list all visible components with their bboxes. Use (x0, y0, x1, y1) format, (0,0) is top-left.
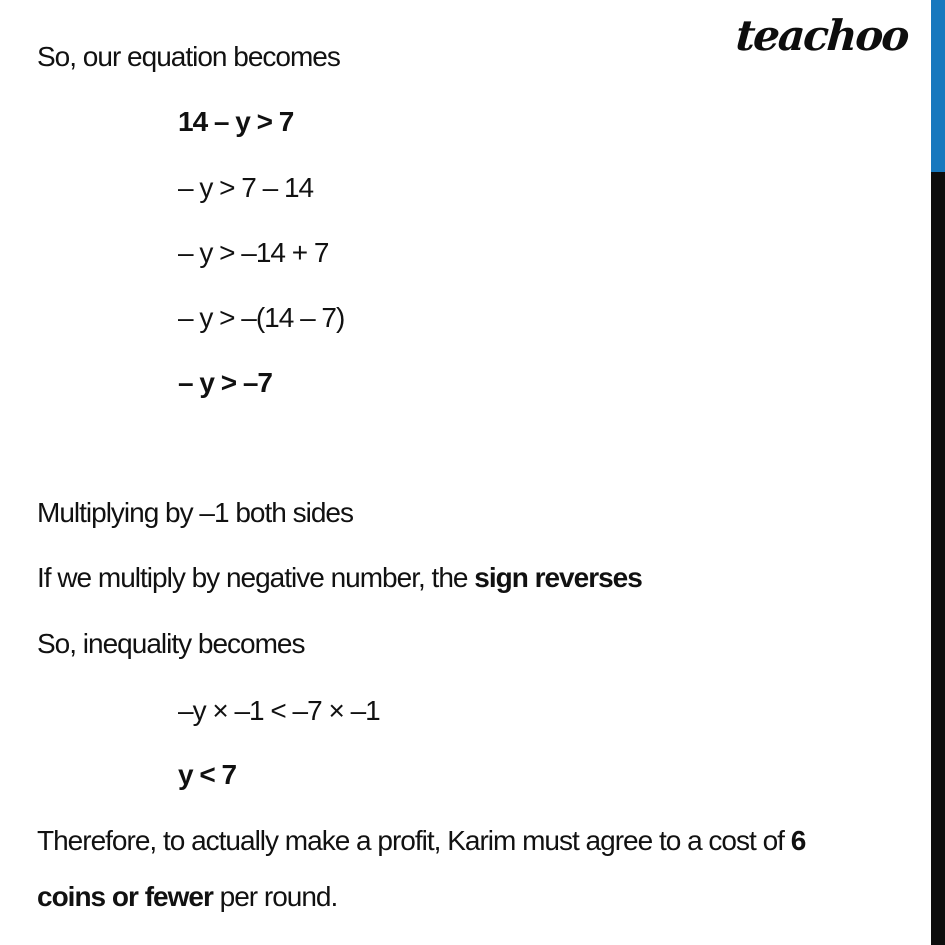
sign-rule-bold: sign reverses (474, 562, 642, 593)
conclusion-line-2 (37, 879, 337, 915)
equation-line: y < 7 (178, 759, 237, 790)
equation-line: 14 – y > 7 (178, 106, 294, 137)
equation-line: – y > –7 (178, 367, 272, 398)
conclusion-bold-2: coins or fewer (37, 881, 213, 912)
conclusion-text-2: per round. (212, 881, 338, 912)
equation-line: – y > –(14 – 7) (178, 302, 345, 333)
equation-line: –y × –1 < –7 × –1 (178, 695, 380, 726)
conclusion-bold-1: 6 (790, 825, 806, 856)
inequality-intro: So, inequality becomes (37, 628, 305, 659)
teachoo-logo: teachoo (733, 11, 909, 60)
sign-rule-text (37, 560, 642, 596)
multiply-note: Multiplying by –1 both sides (37, 497, 353, 528)
equation-line: – y > –14 + 7 (178, 237, 329, 268)
accent-bar-blue (931, 0, 945, 172)
intro-text: So, our equation becomes (37, 41, 340, 72)
equation-line: – y > 7 – 14 (178, 172, 314, 203)
sign-rule-prefix: If we multiply by negative number, the (37, 562, 475, 593)
accent-bar-black (931, 172, 945, 945)
conclusion-text-1: Therefore, to actually make a profit, Karim must agree to a cost of (37, 825, 791, 856)
conclusion-line-1 (37, 823, 805, 859)
